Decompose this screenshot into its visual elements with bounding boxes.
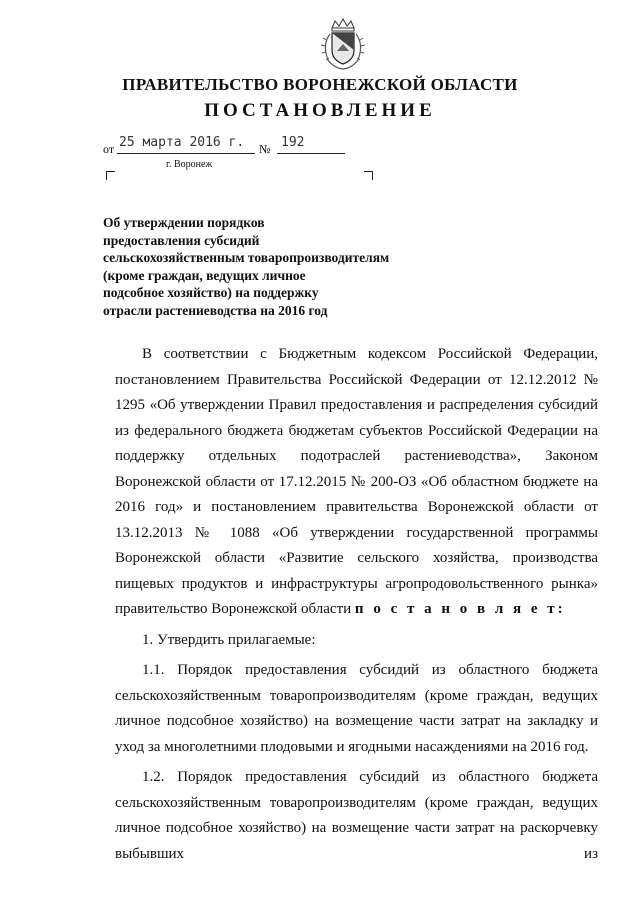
subject-line: (кроме граждан, ведущих личное xyxy=(103,267,306,283)
number-prefix: № xyxy=(259,142,271,156)
document-type: ПОСТАНОВЛЕНИЕ xyxy=(204,100,436,121)
subject-line: сельскохозяйственным товаропроизводителям xyxy=(103,250,390,265)
government-title: ПРАВИТЕЛЬСТВО ВОРОНЕЖСКОЙ ОБЛАСТИ xyxy=(122,75,518,94)
document-body xyxy=(115,342,598,867)
subject-line: предоставления субсидий xyxy=(103,232,260,248)
item-1-1: 1.1. Порядок предоставления субсидий из областного бюджета сельскохозяйственным товаропроизводителям (кроме граждан, ведущих личное подсобное хозяйство) на возмещение части затрат на закладку и уход за многолетними плодовыми и ягодными насаждениями на 2016 год. xyxy=(115,662,598,755)
document-subject xyxy=(103,214,443,319)
preamble-paragraph xyxy=(115,342,598,623)
item-1-2: 1.2. Порядок предоставления субсидий из областного бюджета сельскохозяйственным товаропроизводителям (кроме граждан, ведущих личное подсобное хозяйство) на возмещение части затрат на раскорчевку выбывших из xyxy=(115,769,598,862)
date-underline xyxy=(117,153,255,154)
document-date: 25 марта 2016 г. xyxy=(119,135,245,150)
preamble-text: В соответствии с Бюджетным кодексом Российской Федерации, постановлением Правительства Российской Федерации от 12.12.2012 № 1295 «Об утверждении Правил предоставления и распределения субсидий из федерального бюджета бюджетам субъектов Российской Федерации на поддержку отдельных подотраслей растениеводства», Законом Воронежской области от 17.12.2015 № 200-ОЗ «Об областном бюджете на 2016 год» и постановлением правительства Воронежской области от 13.12.2013 № 1088 «Об утверждении государственной программы Воронежской области «Развитие сельского хозяйства, производства пищевых продуктов и инфраструктуры агропродовольственного рынка» правительство Воронежской области xyxy=(115,346,598,617)
left-corner-mark xyxy=(106,171,115,180)
number-underline xyxy=(277,153,345,154)
resolves-word: п о с т а н о в л я е т: xyxy=(354,601,566,617)
subject-line: подсобное хозяйство) на поддержку xyxy=(103,285,319,300)
document-number: 192 xyxy=(281,135,305,150)
subject-line: отрасли растениеводства на 2016 год xyxy=(103,302,328,318)
right-corner-mark xyxy=(364,171,373,180)
date-prefix: от xyxy=(103,142,115,156)
date-number-row xyxy=(103,135,363,157)
subject-line: Об утверждении порядков xyxy=(103,215,265,230)
city-label: г. Воронеж xyxy=(166,159,213,170)
voronezh-coat-of-arms-icon xyxy=(318,18,368,72)
item-1: 1. Утвердить прилагаемые: xyxy=(142,631,316,648)
